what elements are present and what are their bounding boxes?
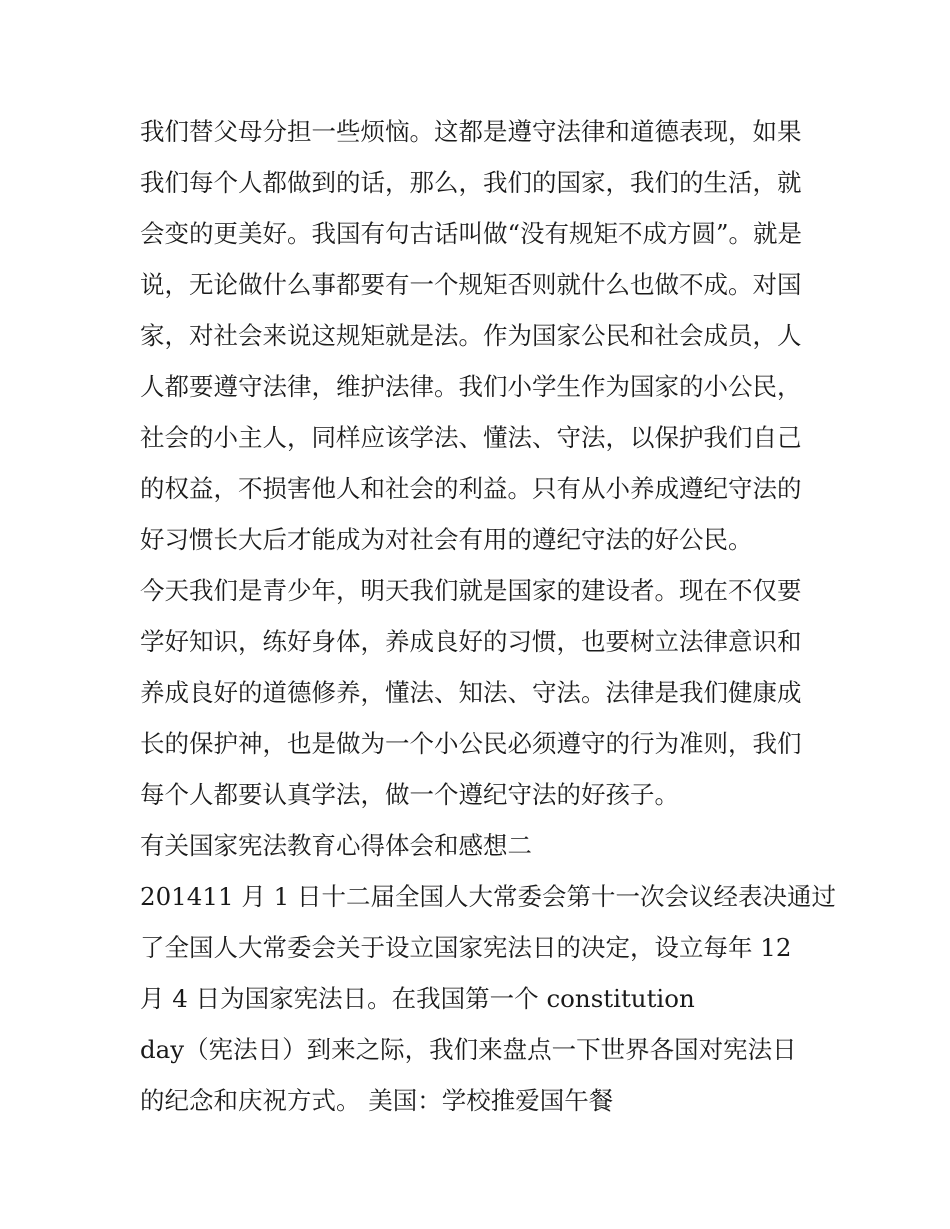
text-line: day（宪法日）到来之际，我们来盘点一下世界各国对宪法日 [140,1035,797,1064]
text-line: 201411 月 1 日十二届全国人大常委会第十一次会议经表决通过 [140,882,836,911]
text-line: 好习惯长大后才能成为对社会有用的遵纪守法的好公民。 [140,525,753,554]
document-body [140,106,836,1126]
text-line: 今天我们是青少年，明天我们就是国家的建设者。现在不仅要 [140,576,802,605]
text-line: 我们替父母分担一些烦恼。这都是遵守法律和道德表现，如果 [140,117,802,146]
section-heading: 有关国家宪法教育心得体会和感想二 [140,831,532,860]
text-line: 长的保护神，也是做为一个小公民必须遵守的行为准则，我们 [140,729,802,758]
text-line: 了全国人大常委会关于设立国家宪法日的决定，设立每年 12 [140,933,792,962]
text-line: 的权益，不损害他人和社会的利益。只有从小养成遵纪守法的 [140,474,802,503]
text-line: 月 4 日为国家宪法日。在我国第一个 constitution [140,984,695,1013]
text-line: 我们每个人都做到的话，那么，我们的国家，我们的生活，就 [140,168,802,197]
text-line: 社会的小主人，同样应该学法、懂法、守法，以保护我们自己 [140,423,802,452]
text-line: 会变的更美好。我国有句古话叫做“没有规矩不成方圆”。就是 [140,219,803,248]
text-line: 说，无论做什么事都要有一个规矩否则就什么也做不成。对国 [140,270,802,299]
text-line: 人都要遵守法律，维护法律。我们小学生作为国家的小公民， [140,372,802,401]
text-line: 养成良好的道德修养，懂法、知法、守法。法律是我们健康成 [140,678,802,707]
text-line: 每个人都要认真学法，做一个遵纪守法的好孩子。 [140,780,679,809]
text-line: 的纪念和庆祝方式。 美国：学校推爱国午餐 [140,1086,614,1115]
text-line: 家，对社会来说这规矩就是法。作为国家公民和社会成员，人 [140,321,802,350]
text-line: 学好知识，练好身体，养成良好的习惯，也要树立法律意识和 [140,627,802,656]
